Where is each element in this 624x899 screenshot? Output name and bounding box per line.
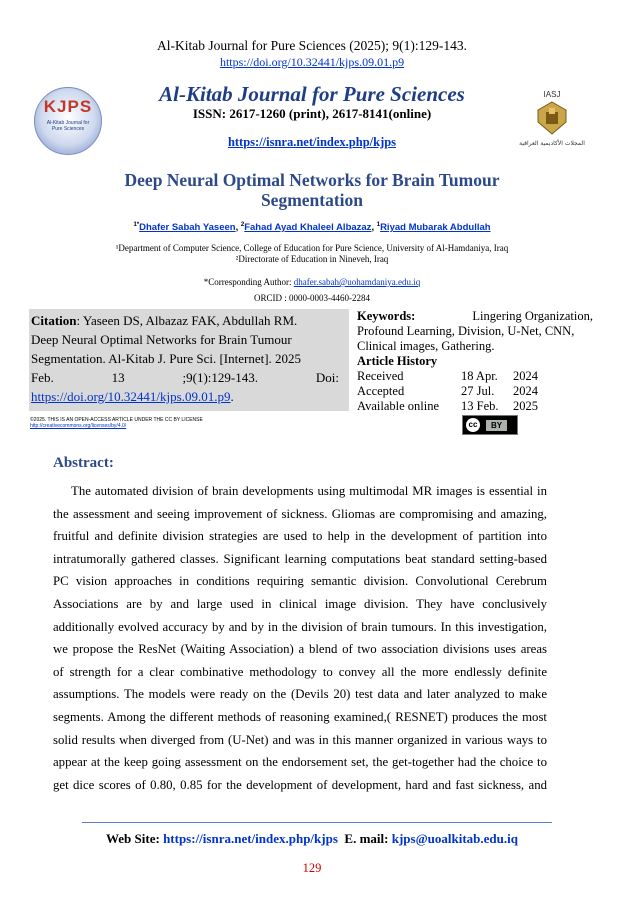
cc-by-badge[interactable] [462, 415, 518, 435]
header-doi-link[interactable]: https://doi.org/10.32441/kjps.09.01.p9 [219, 55, 405, 69]
license-link[interactable]: http://creativecommons.org/licenses/by/4.0/ [30, 423, 127, 429]
orcid: ORCID : 0000-0003-4460-2284 [254, 293, 370, 303]
affiliation-2: ²Directorate of Education in Nineveh, Iraq [235, 254, 389, 264]
cc-icon: cc [466, 418, 480, 432]
history-received: Received 18 Apr. 2024 [357, 369, 538, 383]
footer-rule [82, 822, 552, 823]
author-3-link[interactable]: Riyad Mubarak Abdullah [380, 222, 491, 234]
author-1-link[interactable]: Dhafer Sabah Yaseen [139, 222, 236, 234]
abstract-line: get dice scores of 0.80, 0.85 for the development of development, hard and fast sickness, and [53, 777, 547, 792]
journal-website-link[interactable]: https://isnra.net/index.php/kjps [227, 135, 397, 149]
kjps-logo-text: KJPS [43, 97, 93, 116]
corresponding-email-link[interactable]: dhafer.sabah@uohamdaniya.edu.iq [293, 277, 421, 287]
article-title-line2: Segmentation [260, 190, 364, 210]
citation-line3: Segmentation. Al-Kitab J. Pure Sci. [Internet]. 2025 [31, 351, 302, 366]
abstract-line: segments. Among the different methods of reasoning examined,( RESNET) produces the most [53, 709, 547, 724]
abstract-body [53, 480, 547, 796]
corresponding-author: *Corresponding Author: dhafer.sabah@uohamdaniya.edu.iq [203, 277, 421, 287]
citation-doi-link[interactable]: https://doi.org/10.32441/kjps.09.01.p9 [31, 389, 231, 404]
article-history-label: Article History [357, 354, 438, 368]
journal-name: Al-Kitab Journal for Pure Sciences [159, 82, 465, 106]
author-list: $^{1*}$Dhafer Sabah Yaseen, $^2$Fahad Ayad Khaleel Albazaz, $^1$Riyad Mubarak Abdullah [133, 222, 491, 234]
keywords-box: Keywords: Lingering Organization, Profound Learning, Division, U-Net, CNN, Clinical images, Gathering. Article History Received 18 Apr. 2024 Accepted 27 Jul. 2024 Available online 13 Feb. 2025 [357, 309, 593, 413]
abstract-line: the assessment and seeing improvement of sickness. Gliomas are compromising and amazing, [53, 506, 547, 521]
article-title-line1: Deep Neural Optimal Networks for Brain Tumour [124, 170, 500, 190]
abstract-line: PC vision approaches in conditions requiring semantic division. Convolutional Cerebrum [53, 574, 547, 589]
citation-text: Citation: Yaseen DS, Albazaz FAK, Abdullah RM. Deep Neural Optimal Networks for Brain Tumour Segmentation. Al-Kitab J. Pure Sci. [Internet]. 2025 Feb. 13 ;9(1):129-143. Doi: https://doi.org/10.32441/kjps.09.01.p9. [31, 311, 347, 406]
abstract-heading: Abstract: [53, 455, 114, 471]
abstract-line: Associations are by and large used in clinical image division. They have conclusively [53, 596, 547, 611]
abstract-line: appear at the keep going assessment on the endorsement set, the get-together had the choice to [53, 755, 547, 770]
iasj-logo-text: IASJ [543, 90, 561, 99]
page-number: 129 [302, 861, 322, 875]
abstract-line: fruitful and definite division strategies are used to help in the development of partition into [53, 529, 547, 544]
affiliation-1: ¹Department of Computer Science, College of Education for Pure Science, University of Al-Hamdaniya, Iraq [115, 243, 509, 253]
abstract-line: solid results when diverged from (U-Net) and was in this manner organized in various ways to [53, 732, 547, 747]
abstract-line: assumptions. The models were ready on the (Devils 20) test data and later analyzed to make [53, 687, 547, 702]
footer-email[interactable]: kjps@uoalkitab.edu.iq [391, 831, 518, 846]
header-citation: Al-Kitab Journal for Pure Sciences (2025); 9(1):129-143. [156, 38, 468, 53]
issn: ISSN: 2617-1260 (print), 2617-8141(online) [192, 106, 432, 121]
history-accepted: Accepted 27 Jul. 2024 [357, 384, 538, 398]
abstract-line: additionally evolved accuracy by and by in the division of brain tumours. In this investigation, [53, 619, 547, 634]
abstract-line: we propose the ResNet (Waiting Association) a blend of two association divisions uses areas [53, 642, 547, 657]
history-available: Available online 13 Feb. 2025 [357, 399, 538, 413]
abstract-line: of strength for a clear combinative methodology to convey all the more endlessly definite [53, 664, 547, 679]
license-text: ©2025. THIS IS AN OPEN-ACCESS ARTICLE UNDER THE CC BY LICENSE http://creativecommons.org/licenses/by/4.0/ [30, 417, 203, 429]
by-icon: BY [486, 420, 507, 431]
kjps-logo-sub: Al-Kitab Journal for Pure Sciences [46, 120, 90, 132]
citation-label: Citation [31, 313, 77, 328]
keywords-label: Keywords: [357, 309, 416, 323]
citation-line2: Deep Neural Optimal Networks for Brain Tumour [31, 332, 292, 347]
abstract-line: intratumorally gathered classes. Significant learning computations beat standard setting-based [53, 551, 547, 566]
author-2-link[interactable]: Fahad Ayad Khaleel Albazaz [244, 222, 372, 234]
iasj-emblem-icon [532, 100, 572, 136]
footer-contact: Web Site: https://isnra.net/index.php/kjps E. mail: kjps@uoalkitab.edu.iq [106, 831, 518, 846]
footer-website[interactable]: https://isnra.net/index.php/kjps [163, 831, 338, 846]
citation-line4: Feb. 13 ;9(1):129-143. Doi: [31, 370, 339, 385]
iasj-logo-sub: المجلات الأكاديمية العراقية [519, 140, 585, 147]
abstract-line: The automated division of brain developments using multimodal MR images is essential in [71, 484, 547, 498]
